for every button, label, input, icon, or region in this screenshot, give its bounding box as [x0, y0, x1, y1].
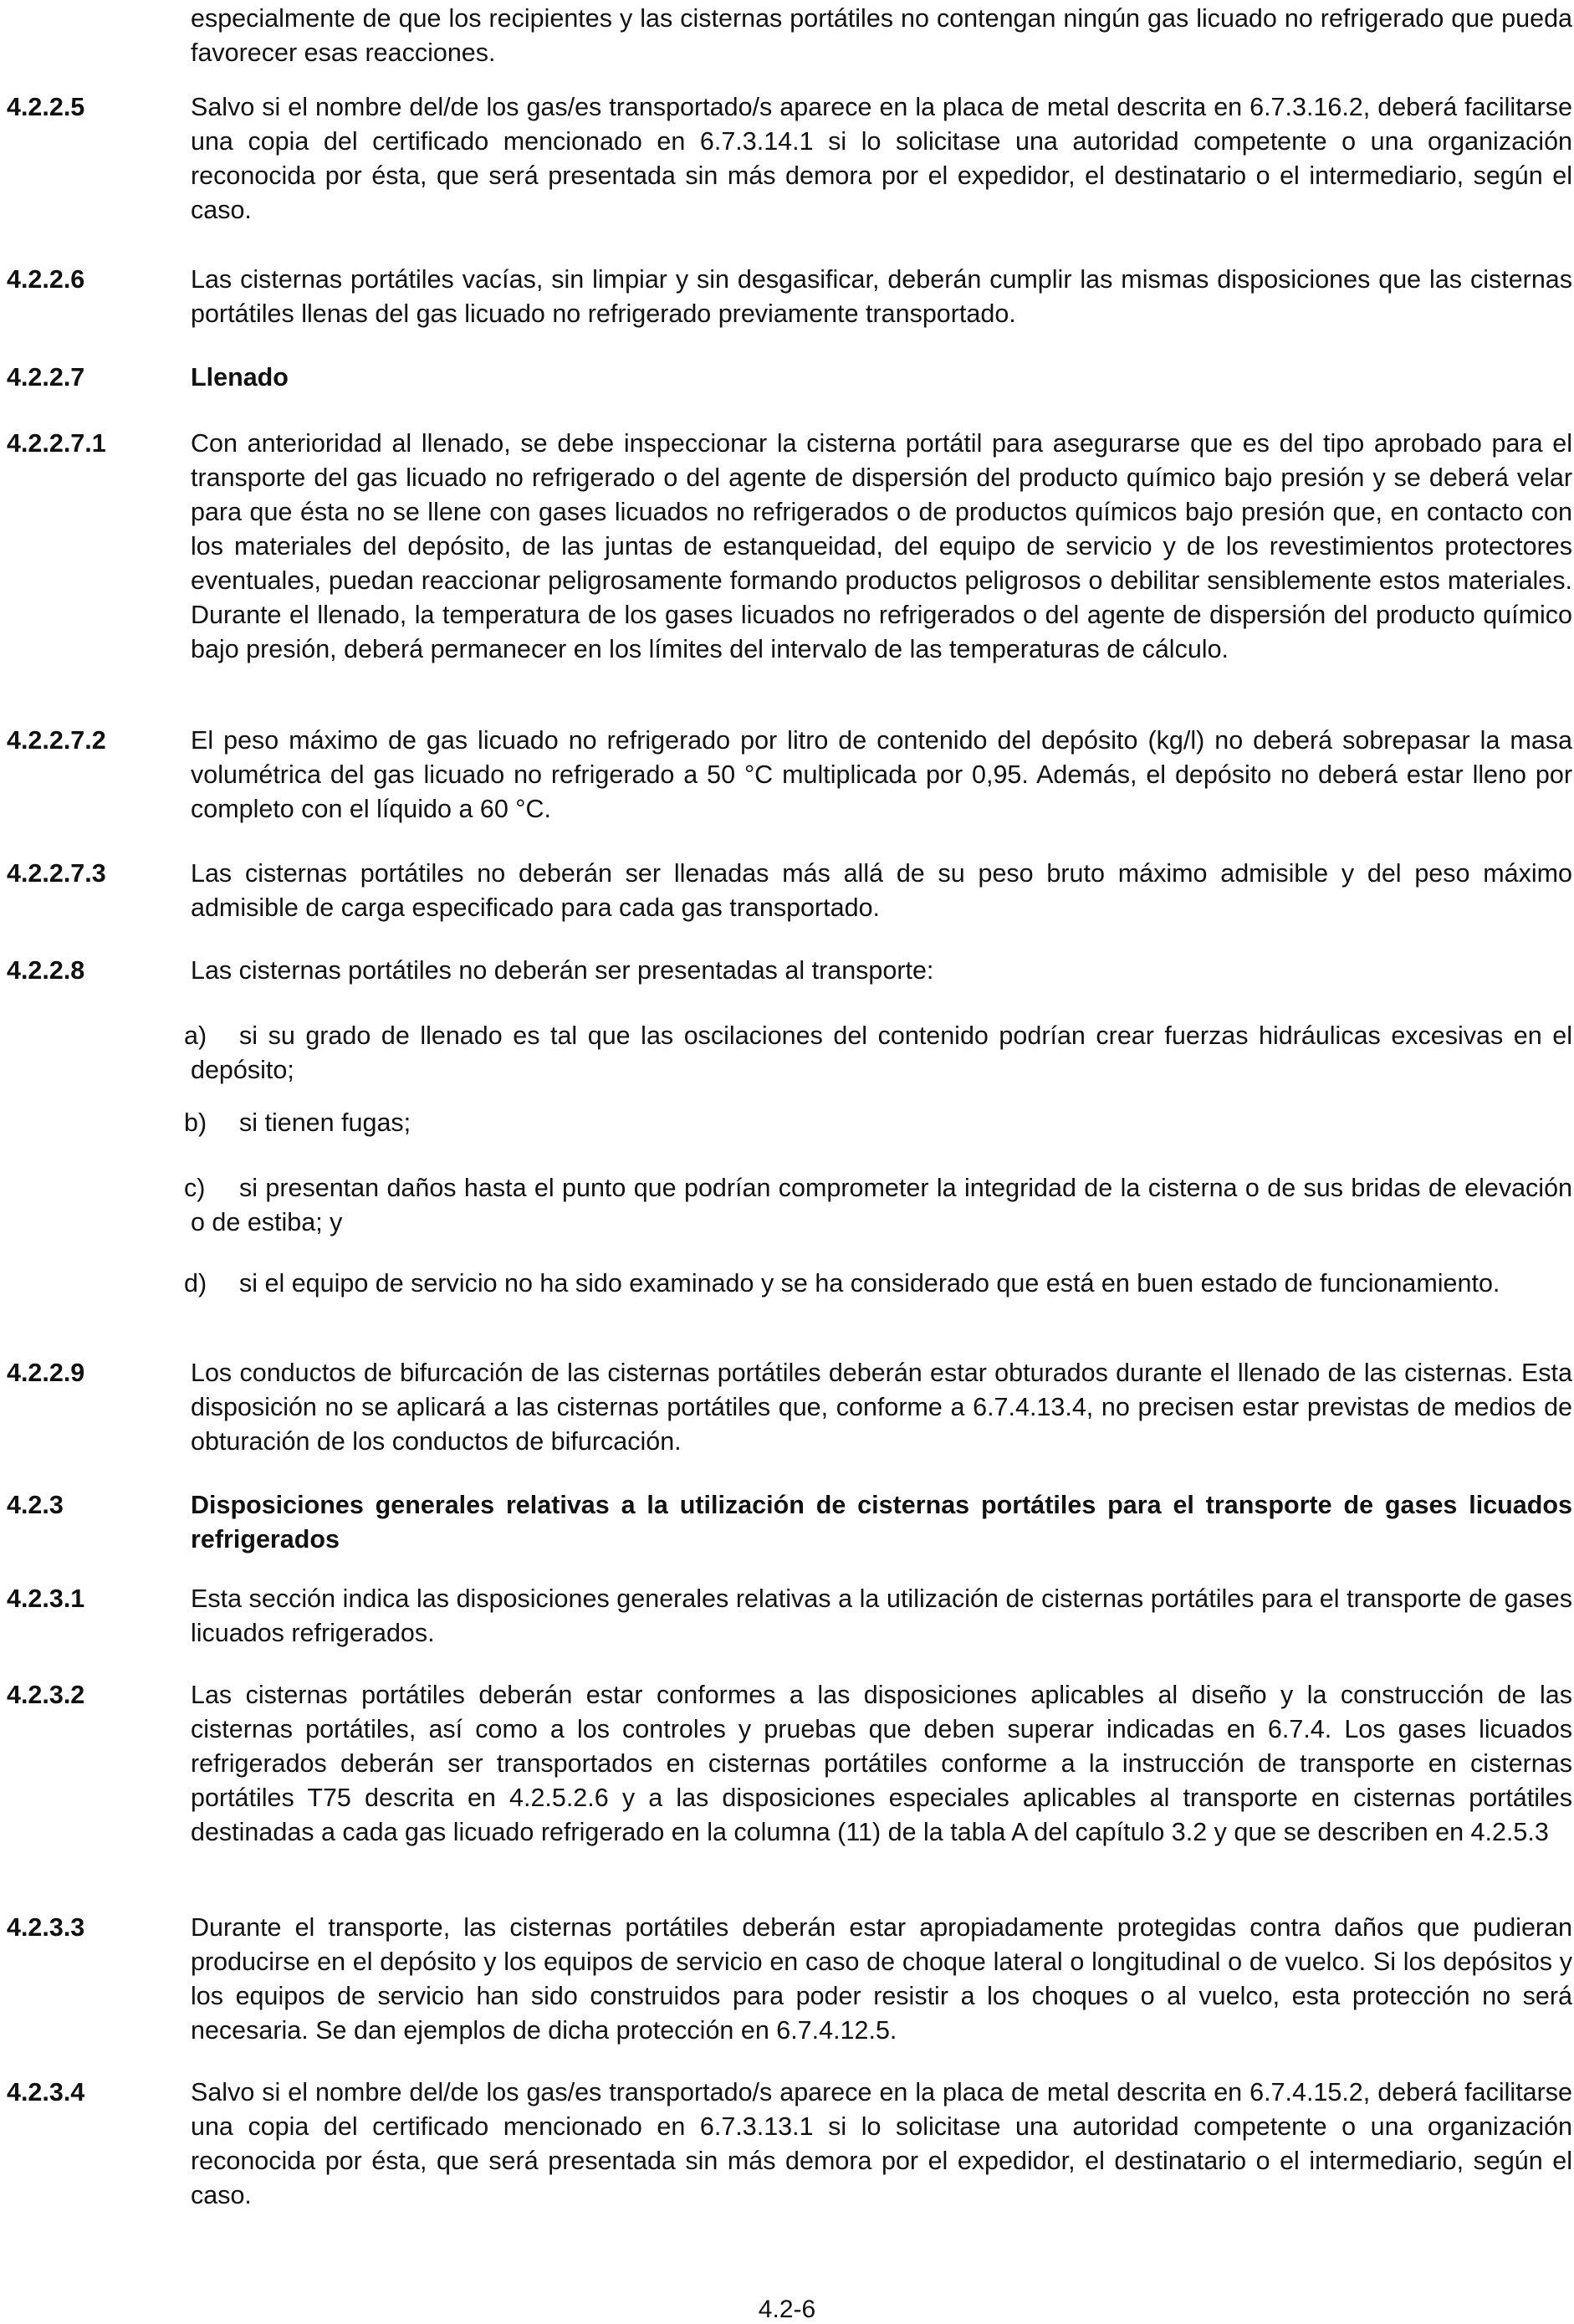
section-number: 4.2.2.7.1 [7, 429, 106, 458]
list-item-label: d) [184, 1269, 207, 1298]
section-number: 4.2.2.8 [7, 956, 85, 985]
section-number: 4.2.2.7.2 [7, 726, 106, 755]
list-item-text: si tienen fugas; [239, 1108, 411, 1137]
section-number: 4.2.2.7 [7, 363, 85, 392]
section-text: Salvo si el nombre del/de los gas/es transportado/s aparece en la placa de metal descrita en 6.7.4.15.2, deberá facilitarse una copia del certificado mencionado en 6.7.3.13.1 si lo solicitase una autoridad competente o una organización reconocida por ésta, que será presentada sin más demora por el expedidor, el destinatario o el intermediario, según el caso. [191, 2078, 1572, 2209]
list-item-text: si el equipo de servicio no ha sido examinado y se ha considerado que está en buen estado de funcionamiento. [239, 1269, 1500, 1298]
section-text: Esta sección indica las disposiciones generales relativas a la utilización de cisternas portátiles para el transporte de gases licuados refrigerados. [191, 1584, 1572, 1647]
section-number: 4.2.3.1 [7, 1584, 85, 1613]
section-text: Las cisternas portátiles deberán estar conformes a las disposiciones aplicables al diseño y la construcción de las cisternas portátiles, así como a los controles y pruebas que deben superar indicadas en 6.7.4. Los gases licuados refrigerados deberán ser transportados en cisternas portátiles conforme a la instrucción de transporte en cisternas portátiles T75 descrita en 4.2.5.2.6 y a las disposiciones especiales aplicables al transporte en cisternas portátiles destinadas a cada gas licuado refrigerado en la columna (11) de la tabla A del capítulo 3.2 y que se describen en 4.2.5.3 [191, 1681, 1572, 1846]
list-item-label: b) [184, 1108, 207, 1137]
list-item-text: si presentan daños hasta el punto que podrían comprometer la integridad de la cisterna o de sus bridas de elevación o de estiba; y [191, 1174, 1572, 1236]
list-item [184, 1267, 1572, 1301]
section-number: 4.2.3.4 [7, 2078, 85, 2106]
section-number: 4.2.3.3 [7, 1913, 85, 1942]
section-number: 4.2.2.7.3 [7, 859, 106, 888]
section-text: Las cisternas portátiles vacías, sin limpiar y sin desgasificar, deberán cumplir las mismas disposiciones que las cisternas portátiles llenas del gas licuado no refrigerado previamente transportado. [191, 265, 1572, 328]
section-number: 4.2.2.5 [7, 93, 85, 121]
section-number: 4.2.2.9 [7, 1359, 85, 1387]
page-number: 4.2-6 [758, 2296, 816, 2323]
list-item [184, 1171, 1572, 1240]
list-item-label: c) [184, 1174, 206, 1202]
list-item [184, 1106, 1572, 1140]
section-text: El peso máximo de gas licuado no refrigerado por litro de contenido del depósito (kg/l) no deberá sobrepasar la masa volumétrica del gas licuado no refrigerado a 50 °C multiplicada por 0,95. Además, el depósito no deberá estar lleno por completo con el líquido a 60 °C. [191, 726, 1572, 823]
section-heading: Llenado [191, 363, 289, 392]
section-text: Las cisternas portátiles no deberán ser llenadas más allá de su peso bruto máximo admisible y del peso máximo admisible de carga especificado para cada gas transportado. [191, 859, 1572, 922]
section-text: Salvo si el nombre del/de los gas/es transportado/s aparece en la placa de metal descrita en 6.7.3.16.2, deberá facilitarse una copia del certificado mencionado en 6.7.3.14.1 si lo solicitase una autoridad competente o una organización reconocida por ésta, que será presentada sin más demora por el expedidor, el destinatario o el intermediario, según el caso. [191, 93, 1572, 224]
section-text: Las cisternas portátiles no deberán ser presentadas al transporte: [191, 956, 934, 985]
intro-paragraph: especialmente de que los recipientes y las cisternas portátiles no contengan ningún gas licuado no refrigerado que pueda favorecer esas reacciones. [191, 4, 1572, 67]
section-number: 4.2.2.6 [7, 265, 85, 294]
list-item-label: a) [184, 1021, 207, 1050]
section-number: 4.2.3.2 [7, 1681, 85, 1709]
section-text: Con anterioridad al llenado, se debe inspeccionar la cisterna portátil para asegurarse que es del tipo aprobado para el transporte del gas licuado no refrigerado o del agente de dispersión del producto químico bajo presión y se deberá velar para que ésta no se llene con gases licuados no refrigerados o de productos químicos bajo presión que, en contacto con los materiales del depósito, de las juntas de estanqueidad, del equipo de servicio y de los revestimientos protectores eventuales, puedan reaccionar peligrosamente formando productos peligrosos o debilitar sensiblemente estos materiales. Durante el llenado, la temperatura de los gases licuados no refrigerados o del agente de dispersión del producto químico bajo presión, deberá permanecer en los límites del intervalo de las temperaturas de cálculo. [191, 429, 1572, 663]
section-number: 4.2.3 [7, 1491, 64, 1519]
section-text: Durante el transporte, las cisternas portátiles deberán estar apropiadamente protegidas contra daños que pudieran producirse en el depósito y los equipos de servicio en caso de choque lateral o longitudinal o de vuelco. Si los depósitos y los equipos de servicio han sido construidos para poder resistir a los choques o al vuelco, esta protección no será necesaria. Se dan ejemplos de dicha protección en 6.7.4.12.5. [191, 1913, 1572, 2045]
section-heading: Disposiciones generales relativas a la utilización de cisternas portátiles para el transporte de gases licuados refrigerados [191, 1491, 1572, 1554]
list-item [184, 1019, 1572, 1088]
section-text: Los conductos de bifurcación de las cisternas portátiles deberán estar obturados durante el llenado de las cisternas. Esta disposición no se aplicará a las cisternas portátiles que, conforme a 6.7.4.13.4, no precisen estar previstas de medios de obturación de los conductos de bifurcación. [191, 1359, 1572, 1456]
list-item-text: si su grado de llenado es tal que las oscilaciones del contenido podrían crear fuerzas hidráulicas excesivas en el depósito; [191, 1021, 1572, 1084]
